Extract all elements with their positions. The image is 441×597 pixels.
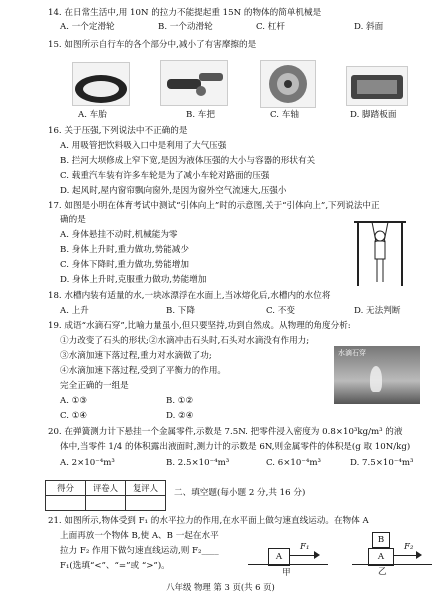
figure-jia-label: 甲 bbox=[282, 568, 291, 578]
q19-stem: 19. 成语“水滴石穿”,比喻力量虽小,但只要坚持,功到自然成。从物理的角度分析: bbox=[48, 321, 351, 331]
q15-option-c: C. 车轴 bbox=[270, 110, 299, 120]
q17-option-a: A. 身体悬挂不动时,机械能为零 bbox=[60, 230, 178, 240]
q19-statement-1-2: ①力改变了石头的形状;②水滴冲击石头时,石头对水滴没有作用力; bbox=[60, 336, 310, 346]
q15-stem: 15. 如图所示自行车的各个部分中,减小了有害摩擦的是 bbox=[48, 40, 257, 50]
q16-option-c: C. 载重汽车装有许多车轮是为了减小车轮对路面的压强 bbox=[60, 171, 270, 181]
q19-option-d: D. ②④ bbox=[166, 411, 194, 421]
q14-option-a: A. 一个定滑轮 bbox=[60, 22, 115, 32]
bike-handlebar-image bbox=[160, 60, 228, 106]
q14-option-c: C. 杠杆 bbox=[256, 22, 285, 32]
section-title: 二、填空题(每小题 2 分,共 16 分) bbox=[174, 488, 306, 498]
q15-option-d: D. 脚踏板面 bbox=[350, 110, 397, 120]
reviewer-header: 复评人 bbox=[126, 481, 166, 496]
q21-line2: 上面再放一个物体 B,使 A、B 一起在水平 bbox=[60, 531, 219, 541]
q15-option-b: B. 车把 bbox=[186, 110, 215, 120]
water-drop-stone-image bbox=[334, 346, 420, 404]
bike-axle-image bbox=[260, 60, 316, 108]
q18-option-a: A. 上升 bbox=[60, 306, 89, 316]
q17-option-b: B. 身体上升时,重力做功,势能减少 bbox=[60, 245, 189, 255]
q19-option-a: A. ①③ bbox=[60, 396, 88, 406]
q17-stem-line1: 17. 如图是小明在体育考试中测试“引体向上”时的示意图,关于“引体向上”,下列说法中正 bbox=[48, 201, 380, 211]
q18-option-d: D. 无法判断 bbox=[354, 306, 401, 316]
q19-statement-3: ③水滴加速下落过程,重力对水滴做了功; bbox=[60, 351, 212, 361]
page-footer: 八年级 物理 第 3 页(共 6 页) bbox=[166, 582, 275, 592]
q14-option-d: D. 斜面 bbox=[354, 22, 384, 32]
q21-line4: F₁(选填“<”、“=”或 “>”)。 bbox=[60, 561, 170, 571]
grader-cell[interactable] bbox=[86, 496, 126, 511]
force-f1-label: F₁ bbox=[300, 542, 310, 552]
block-a-yi: A bbox=[368, 548, 394, 566]
figure-yi bbox=[352, 530, 432, 576]
q17-stem-line2: 确的是 bbox=[60, 215, 86, 225]
bike-tire-image bbox=[72, 62, 130, 106]
block-a-jia: A bbox=[268, 548, 290, 566]
q21-line1: 21. 如图所示,物体受到 F₁ 的水平拉力的作用,在水平面上做匀速直线运动。在物体 A bbox=[48, 516, 369, 526]
water-drop-stone-caption: 水滴石穿 bbox=[338, 349, 366, 357]
block-b-yi: B bbox=[372, 532, 390, 548]
q20-option-c: C. 6×10⁻⁴m³ bbox=[266, 458, 321, 468]
reviewer-cell[interactable] bbox=[126, 496, 166, 511]
score-table bbox=[45, 480, 166, 511]
q17-option-d: D. 身体上升时,克服重力做功,势能增加 bbox=[60, 275, 207, 285]
q19-option-c: C. ①④ bbox=[60, 411, 88, 421]
pull-up-figure bbox=[352, 216, 408, 288]
q17-option-c: C. 身体下降时,重力做功,势能增加 bbox=[60, 260, 189, 270]
q16-option-b: B. 拦河大坝修成上窄下宽,是因为液体压强的大小与容器的形状有关 bbox=[60, 156, 316, 166]
score-cell[interactable] bbox=[46, 496, 86, 511]
force-f2-label: F₂ bbox=[404, 542, 414, 552]
q16-option-d: D. 起风时,屋内窗帘飘向窗外,是因为窗外空气流速大,压强小 bbox=[60, 186, 287, 196]
grader-header: 评卷人 bbox=[86, 481, 126, 496]
figure-jia bbox=[248, 538, 328, 576]
q14-option-b: B. 一个动滑轮 bbox=[158, 22, 213, 32]
bike-pedal-image bbox=[346, 66, 408, 106]
figure-yi-label: 乙 bbox=[378, 567, 387, 577]
q18-option-c: C. 不变 bbox=[266, 306, 295, 316]
q20-line1: 20. 在弹簧测力计下悬挂一个金属零件,示数是 7.5N. 把零件浸入密度为 0.8×10³kg/m³ 的液 bbox=[48, 427, 403, 437]
q14-stem: 14. 在日常生活中,用 10N 的拉力不能提起重 15N 的物体的简单机械是 bbox=[48, 8, 322, 18]
q16-stem: 16. 关于压强,下列说法中不正确的是 bbox=[48, 126, 188, 136]
q20-option-b: B. 2.5×10⁻⁴m³ bbox=[166, 458, 230, 468]
score-header: 得分 bbox=[46, 481, 86, 496]
q21-line3: 拉力 F₂ 作用下做匀速直线运动,则 F₂____ bbox=[60, 546, 219, 556]
q20-option-d: D. 7.5×10⁻⁴m³ bbox=[350, 458, 414, 468]
q19-option-b: B. ①② bbox=[166, 396, 194, 406]
q19-prompt: 完全正确的一组是 bbox=[60, 381, 129, 391]
q18-stem: 18. 水槽内装有适量的水,一块冰漂浮在水面上,当冰熔化后,水槽内的水位将 bbox=[48, 291, 331, 301]
q20-option-a: A. 2×10⁻⁴m³ bbox=[60, 458, 115, 468]
q18-option-b: B. 下降 bbox=[166, 306, 195, 316]
q15-option-a: A. 车胎 bbox=[78, 110, 107, 120]
q19-statement-4: ④水滴加速下落过程,受到了平衡力的作用。 bbox=[60, 366, 227, 376]
q20-line2: 体中,当零件 1/4 的体积露出液面时,测力计的示数是 6N,则金属零件的体积是(g 取 10N/kg) bbox=[60, 442, 411, 452]
q16-option-a: A. 用吸管把饮料吸入口中是利用了大气压强 bbox=[60, 141, 227, 151]
